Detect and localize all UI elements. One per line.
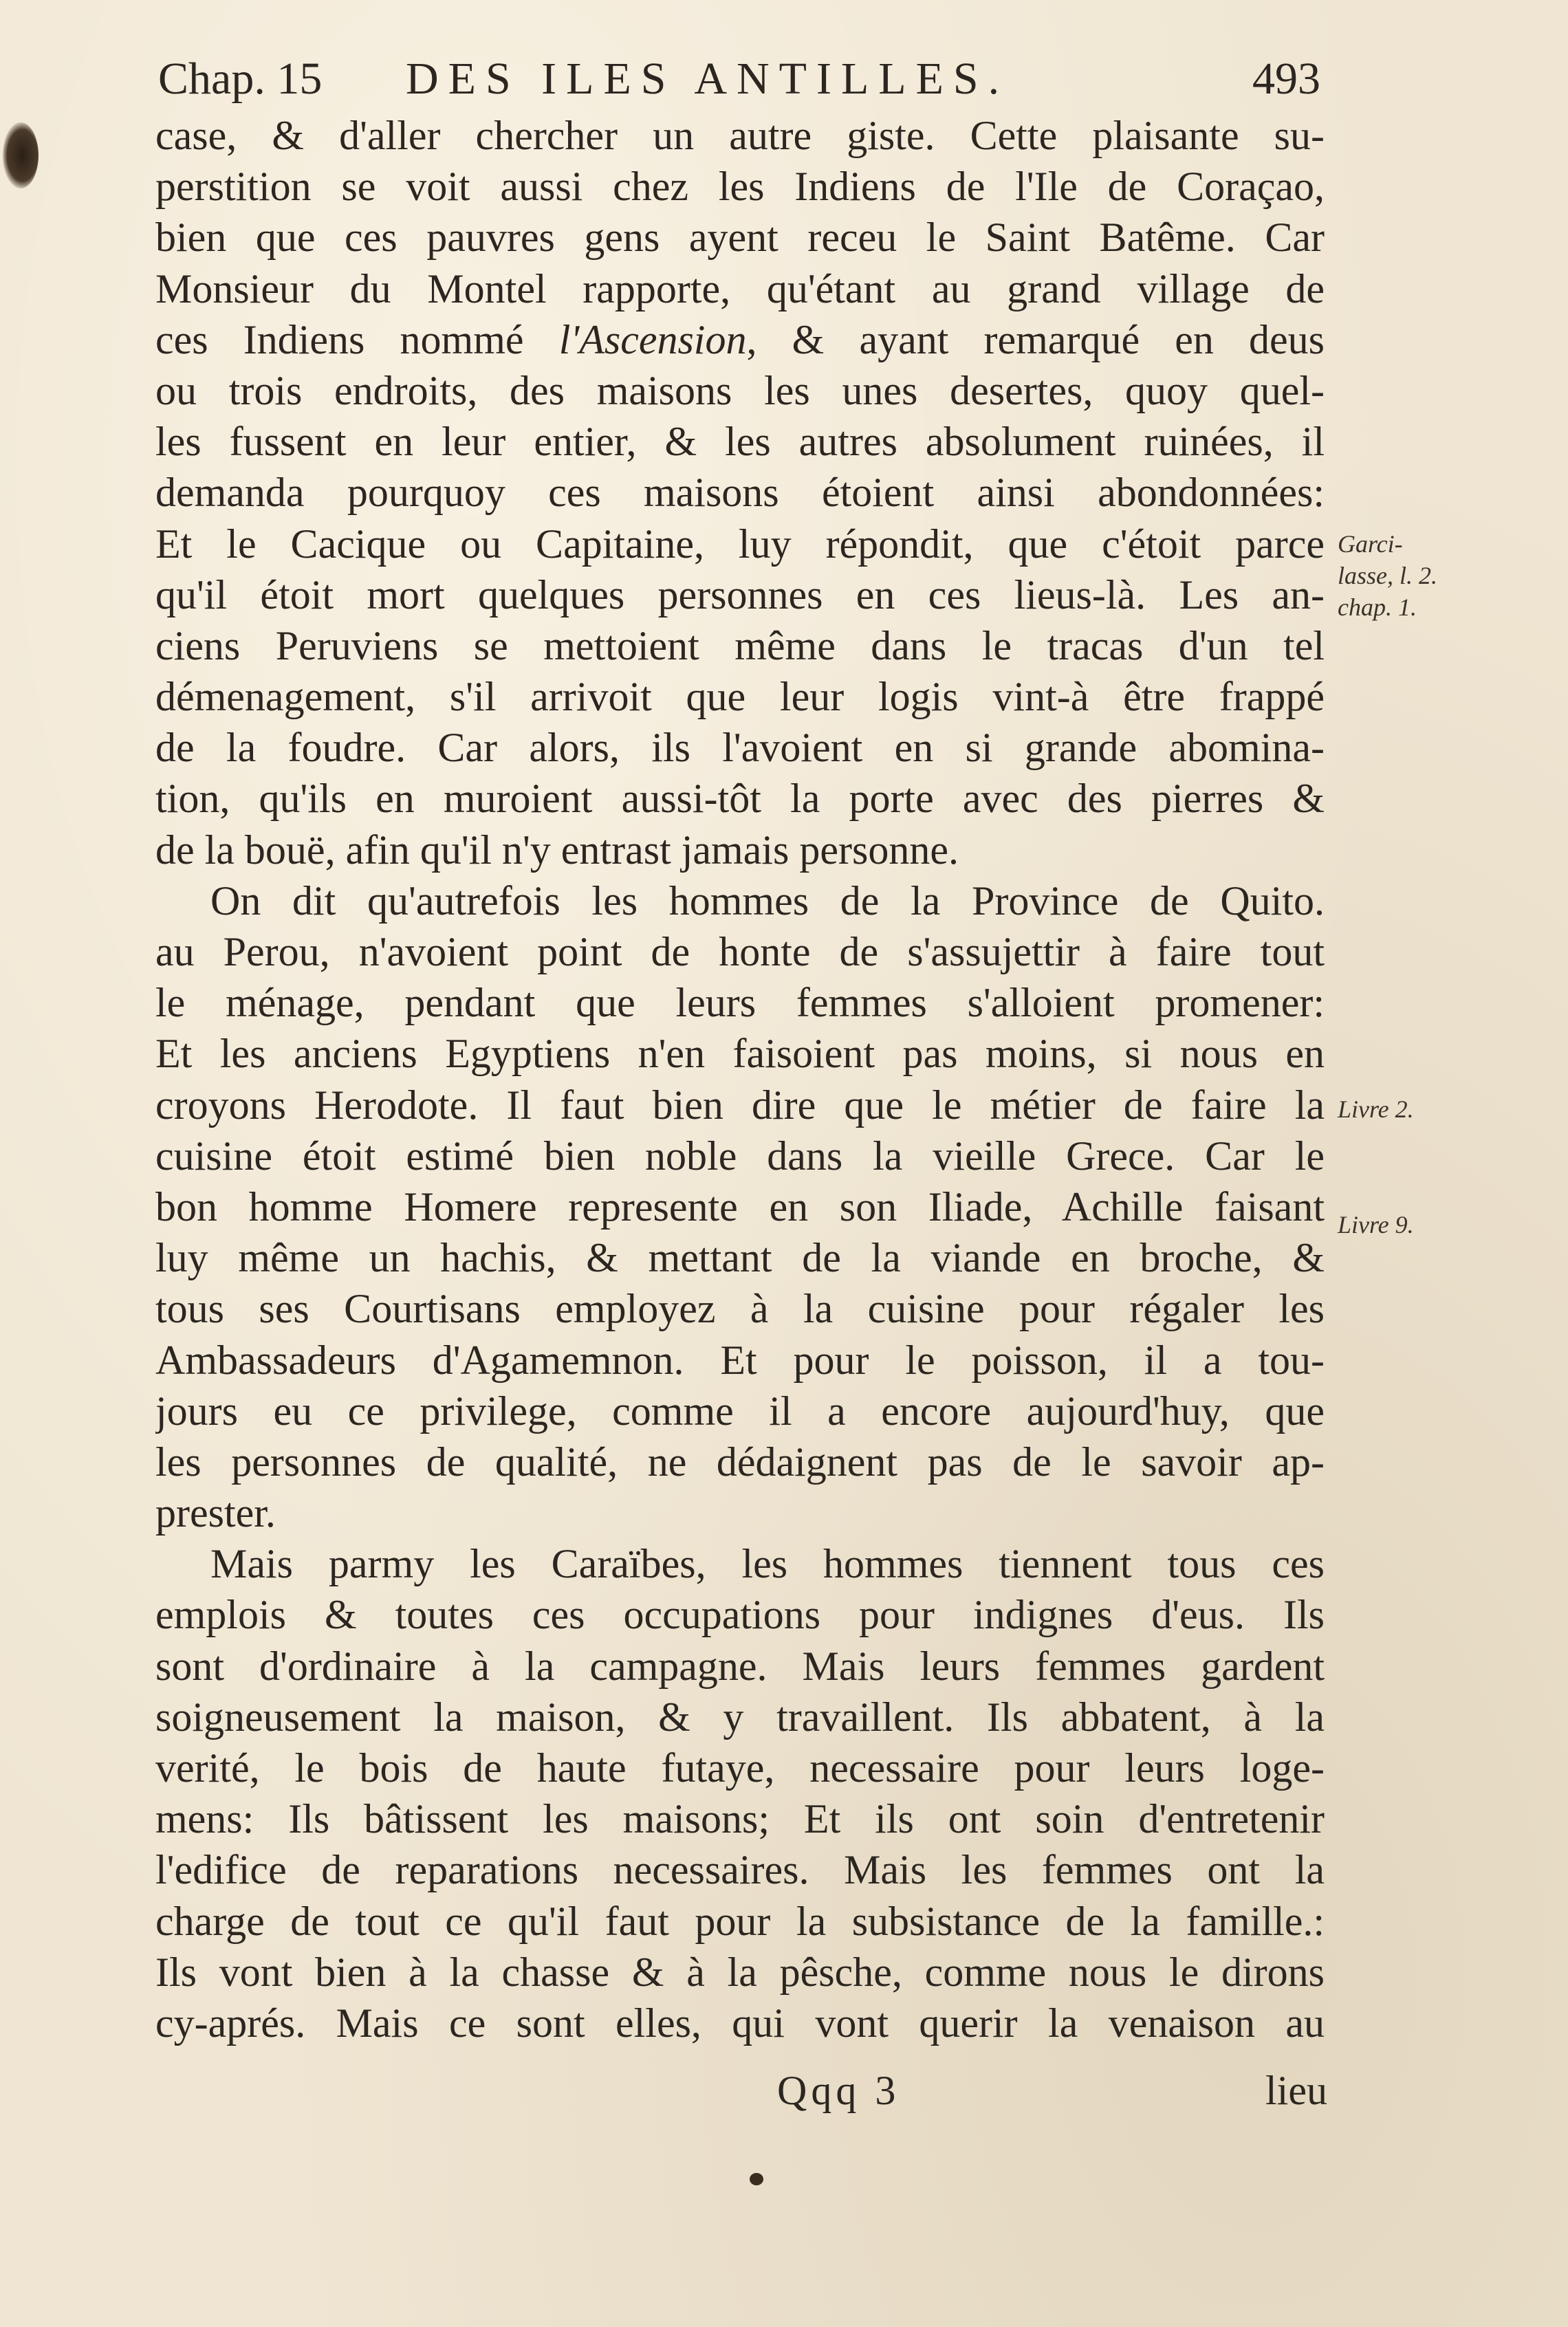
text-line: perstition se voit aussi chez les Indiens de l'Ile de Coraçao, xyxy=(155,164,1325,210)
text-line: croyons Herodote. Il faut bien dire que le métier de faire la xyxy=(155,1082,1325,1128)
text-line: le ménage, pendant que leurs femmes s'alloient promener: xyxy=(155,980,1325,1026)
page-number: 493 xyxy=(1252,54,1320,104)
text-line: soigneusement la maison, & y travaillent. Ils abbatent, à la xyxy=(155,1694,1325,1740)
page-footer xyxy=(158,2063,1327,2118)
text-line: de la foudre. Car alors, ils l'avoient en si grande abomina- xyxy=(155,725,1325,771)
text-line: case, & d'aller chercher un autre giste. Cette plaisante su- xyxy=(155,113,1325,158)
text-line: cy-aprés. Mais ce sont elles, qui vont querir la venaison au xyxy=(155,2000,1325,2046)
chapter-number: Chap. 15 xyxy=(158,54,323,104)
margin-note-garcilasse xyxy=(1338,528,1448,623)
margin-note-homere: Livre 9. xyxy=(1338,1211,1414,1238)
text-line: tous ses Courtisans employez à la cuisine pour régaler les xyxy=(155,1286,1325,1332)
margin-note-line: chap. 1. xyxy=(1338,593,1417,621)
text-line: ces Indiens nommé l'Ascension, & ayant remarqué en deus xyxy=(155,316,1325,362)
text-line: demanda pourquoy ces maisons étoient ainsi abondonnées: xyxy=(155,470,1325,516)
text-line: l'edifice de reparations necessaires. Mais les femmes ont la xyxy=(155,1847,1325,1893)
running-title: DES ILES ANTILLES. xyxy=(406,54,1010,104)
text-line: Monsieur du Montel rapporte, qu'étant au grand village de xyxy=(155,265,1325,312)
text-line: Et le Cacique ou Capitaine, luy répondit, que c'étoit parce xyxy=(155,521,1325,567)
text-line: charge de tout ce qu'il faut pour la subsistance de la famille.: xyxy=(155,1898,1325,1944)
text-line: au Perou, n'avoient point de honte de s'assujettir à faire tout xyxy=(155,929,1325,974)
text-line: On dit qu'autrefois les hommes de la Province de Quito. xyxy=(210,877,1325,924)
text-line: les personnes de qualité, ne dédaignent pas de le savoir ap- xyxy=(155,1439,1325,1485)
text-line: prester. xyxy=(155,1490,276,1536)
text-line: emplois & toutes ces occupations pour indignes d'eus. Ils xyxy=(155,1592,1325,1638)
text-line: de la bouë, afin qu'il n'y entrast jamais personne. xyxy=(155,827,959,873)
text-line: qu'il étoit mort quelques personnes en ces lieus-là. Les an- xyxy=(155,571,1325,618)
text-line: tion, qu'ils en muroient aussi-tôt la porte avec des pierres & xyxy=(155,776,1325,822)
text-line: démenagement, s'il arrivoit que leur logis vint-à être frappé xyxy=(155,674,1325,720)
text-line: jours eu ce privilege, comme il a encore aujourd'huy, que xyxy=(155,1388,1325,1434)
ink-dot xyxy=(750,2173,763,2185)
catchword: lieu xyxy=(1265,2068,1327,2113)
text-line: bien que ces pauvres gens ayent receu le Saint Batême. Car xyxy=(155,215,1325,261)
text-line: bon homme Homere represente en son Iliade, Achille faisant xyxy=(155,1183,1325,1230)
text-line: Ils vont bien à la chasse & à la pêsche, comme nous le dirons xyxy=(155,1949,1325,1995)
margin-note-line: lasse, l. 2. xyxy=(1338,562,1438,589)
text-line: les fussent en leur entier, & les autres absolument ruinées, il xyxy=(155,419,1325,465)
text-line: luy même un hachis, & mettant de la viande en broche, & xyxy=(155,1235,1325,1281)
text-line: Et les anciens Egyptiens n'en faisoient pas moins, si nous en xyxy=(155,1031,1325,1077)
text-line: Mais parmy les Caraïbes, les hommes tiennent tous ces xyxy=(210,1541,1325,1587)
text-line: ou trois endroits, des maisons les unes desertes, quoy quel- xyxy=(155,367,1325,413)
text-line: sont d'ordinaire à la campagne. Mais leurs femmes gardent xyxy=(155,1643,1325,1689)
margin-note-herodote: Livre 2. xyxy=(1338,1095,1414,1123)
signature-mark: Qqq 3 xyxy=(777,2068,900,2113)
text-line: verité, le bois de haute futaye, necessaire pour leurs loge- xyxy=(155,1745,1325,1791)
text-line: Ambassadeurs d'Agamemnon. Et pour le poisson, il a tou- xyxy=(155,1337,1325,1383)
place-name: l'Ascension xyxy=(558,316,747,362)
text-line: cuisine étoit estimé bien noble dans la vieille Grece. Car le xyxy=(155,1133,1325,1179)
running-head xyxy=(158,48,1320,110)
margin-note-line: Garci- xyxy=(1338,530,1403,558)
ink-blot xyxy=(3,122,39,188)
text-line: ciens Peruviens se mettoient même dans le tracas d'un tel xyxy=(155,622,1325,668)
text-line: mens: Ils bâtissent les maisons; Et ils ont soin d'entretenir xyxy=(155,1796,1325,1842)
body-text xyxy=(155,110,1325,2049)
